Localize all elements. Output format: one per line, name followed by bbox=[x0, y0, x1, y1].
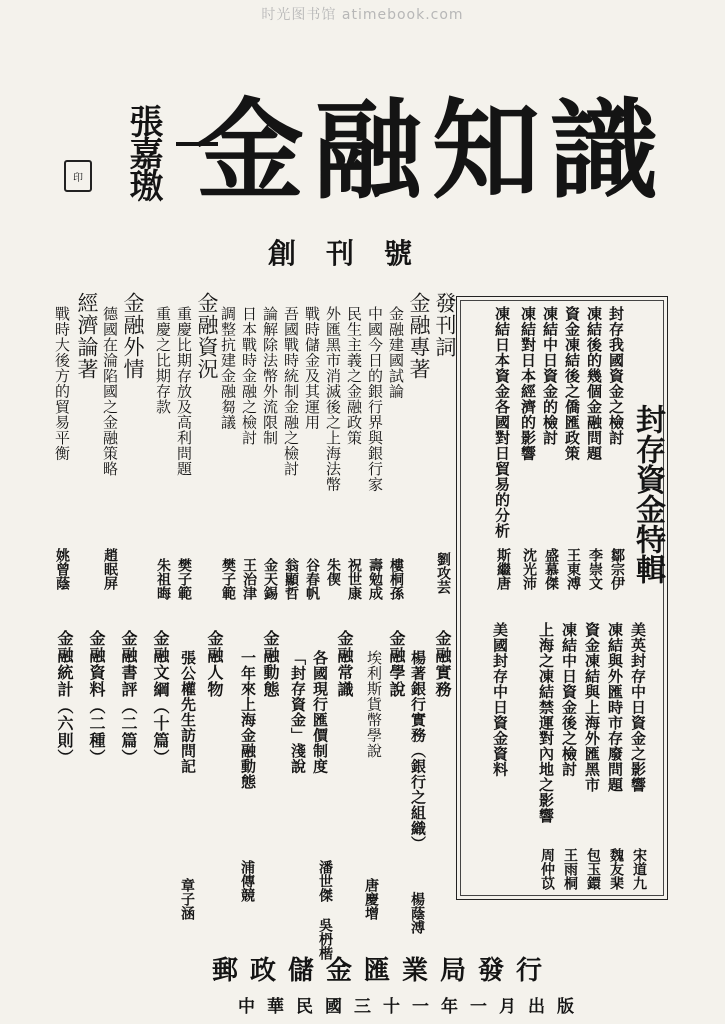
toc-article-author: 周仲苡 bbox=[539, 848, 555, 890]
toc-item: 各國現行匯價制度 bbox=[311, 650, 329, 774]
toc-author: 谷春帆 bbox=[304, 558, 320, 600]
toc-author: 趙眠屏 bbox=[102, 548, 118, 590]
toc-item: 戰時儲金及其運用 bbox=[303, 306, 321, 430]
section-people: 金融人物 bbox=[205, 630, 224, 698]
toc-item: 埃利斯貨幣學說 bbox=[365, 650, 383, 759]
toc-author: 壽勉成 bbox=[367, 558, 383, 600]
section-monographs: 金融專著 bbox=[407, 292, 431, 380]
toc-article-title: 凍結中日資金後之檢討 bbox=[560, 622, 578, 777]
toc-author: 唐慶增 bbox=[363, 878, 379, 920]
section-theory: 金融學說 bbox=[387, 630, 406, 698]
section-practice: 金融實務 bbox=[433, 630, 452, 698]
toc-article-title: 凍結中日資金的檢討 bbox=[541, 306, 559, 446]
section-dynamics: 金融動態 bbox=[261, 630, 280, 698]
toc-author: 王治津 bbox=[241, 558, 257, 600]
toc-item: 中國今日的銀行界與銀行家 bbox=[366, 306, 384, 492]
toc-item: 張公權先生訪問記 bbox=[179, 650, 197, 774]
toc-item: 重慶比期存放及高利問題 bbox=[175, 306, 193, 477]
watermark: 时光图书馆 atimebook.com bbox=[261, 7, 464, 23]
toc-item: 一年來上海金融動態 bbox=[239, 650, 257, 790]
toc-article-author: 李崇文 bbox=[587, 548, 603, 590]
section-materials: 金融資料（二種） bbox=[87, 630, 106, 766]
toc-article-author: 魏友棐 bbox=[608, 848, 624, 890]
special-feature-box bbox=[456, 296, 668, 900]
toc-author: 潘世傑 吳枬楷 bbox=[317, 860, 333, 960]
toc-item: 「封存資金」淺說 bbox=[289, 650, 307, 774]
toc-author: 樊子範 bbox=[220, 558, 236, 600]
section-book-reviews: 金融書評（二篇） bbox=[119, 630, 138, 766]
toc-article-author: 沈光沛 bbox=[521, 548, 537, 590]
section-statistics: 金融統計（六則） bbox=[55, 630, 74, 766]
toc-author: 浦傳競 bbox=[239, 860, 255, 902]
toc-article-title: 美國封存中日資金資料 bbox=[491, 622, 509, 777]
special-feature-title: 封存資金特輯 bbox=[630, 404, 665, 584]
toc-article-title: 資金凍結後之僑匯政策 bbox=[563, 306, 581, 461]
toc-article-author: 宋道九 bbox=[631, 848, 647, 890]
toc-author: 楊蔭溥 bbox=[409, 892, 425, 934]
toc-article-title: 上海之凍結禁運對內地之影響 bbox=[537, 622, 555, 824]
section-common-knowledge: 金融常識 bbox=[335, 630, 354, 698]
toc-article-title: 美英封存中日資金之影響 bbox=[629, 622, 647, 793]
toc-author: 章子涵 bbox=[179, 878, 195, 920]
toc-article-title: 凍結日本資金各國對日貿易的分析 bbox=[493, 306, 511, 539]
section-abstracts: 金融文綱（十篇） bbox=[151, 630, 170, 766]
toc-author: 朱祖晦 bbox=[155, 558, 171, 600]
toc-article-author: 鄒宗伊 bbox=[609, 548, 625, 590]
toc-article-title: 凍結與外匯時市存廢問題 bbox=[606, 622, 624, 793]
toc-item: 調整抗建金融芻議 bbox=[219, 306, 237, 430]
section-foreword: 發刊詞 bbox=[433, 292, 457, 358]
toc-author: 樊子範 bbox=[176, 558, 192, 600]
toc-article-author: 王雨桐 bbox=[562, 848, 578, 890]
toc-item: 金融建國試論 bbox=[387, 306, 405, 399]
toc-article-title: 凍結對日本經濟的影響 bbox=[519, 306, 537, 461]
toc-author: 樓桐孫 bbox=[388, 558, 404, 600]
toc-article-author: 斯繼唐 bbox=[495, 548, 511, 590]
toc-article-title: 凍結後的幾個金融問題 bbox=[585, 306, 603, 461]
toc-article-author: 盛慕傑 bbox=[543, 548, 559, 590]
publisher: 郵政儲金匯業局發行 bbox=[212, 956, 555, 986]
toc-article-title: 資金凍結與上海外匯黑市 bbox=[583, 622, 601, 793]
publication-date: 中華民國三十一年一月出版 bbox=[238, 997, 586, 1017]
toc-item: 戰時大後方的貿易平衡 bbox=[53, 306, 71, 461]
magazine-title: 金融知識 bbox=[196, 88, 669, 214]
section-foreign-finance: 金融外情 bbox=[121, 292, 145, 380]
section-economic-treatises: 經濟論著 bbox=[75, 292, 99, 380]
toc-item: 日本戰時金融之檢討 bbox=[240, 306, 258, 446]
toc-item: 論解除法幣外流限制 bbox=[261, 306, 279, 446]
toc-article-author: 王東溥 bbox=[565, 548, 581, 590]
toc-item: 重慶之比期存款 bbox=[154, 306, 172, 415]
toc-article-author: 包玉鐶 bbox=[585, 848, 601, 890]
toc-item: 外匯黑市消滅後之上海法幣 bbox=[324, 306, 342, 492]
issue-label: 創刊號 bbox=[268, 237, 443, 270]
section-financial-conditions: 金融資況 bbox=[195, 292, 219, 380]
toc-author: 祝世康 bbox=[346, 558, 362, 600]
toc-item: 民生主義之金融政策 bbox=[345, 306, 363, 446]
toc-item: 楊著銀行實務（銀行之組織） bbox=[409, 650, 427, 852]
foreword-author: 劉攻芸 bbox=[435, 552, 451, 594]
toc-item: 吾國戰時統制金融之檢討 bbox=[282, 306, 300, 477]
toc-author: 朱偰 bbox=[325, 558, 341, 586]
toc-author: 金天錫 bbox=[262, 558, 278, 600]
toc-author: 姚曾蔭 bbox=[54, 548, 70, 590]
toc-item: 德國在淪陷國之金融策略 bbox=[101, 306, 119, 477]
special-feature-inner-border bbox=[460, 300, 664, 896]
toc-author: 翁顯哲 bbox=[283, 558, 299, 600]
toc-article-title: 封存我國資金之檢討 bbox=[607, 306, 625, 446]
seal-stamp: 印 bbox=[64, 160, 92, 192]
calligrapher-signature: 張嘉璈 bbox=[123, 104, 163, 200]
